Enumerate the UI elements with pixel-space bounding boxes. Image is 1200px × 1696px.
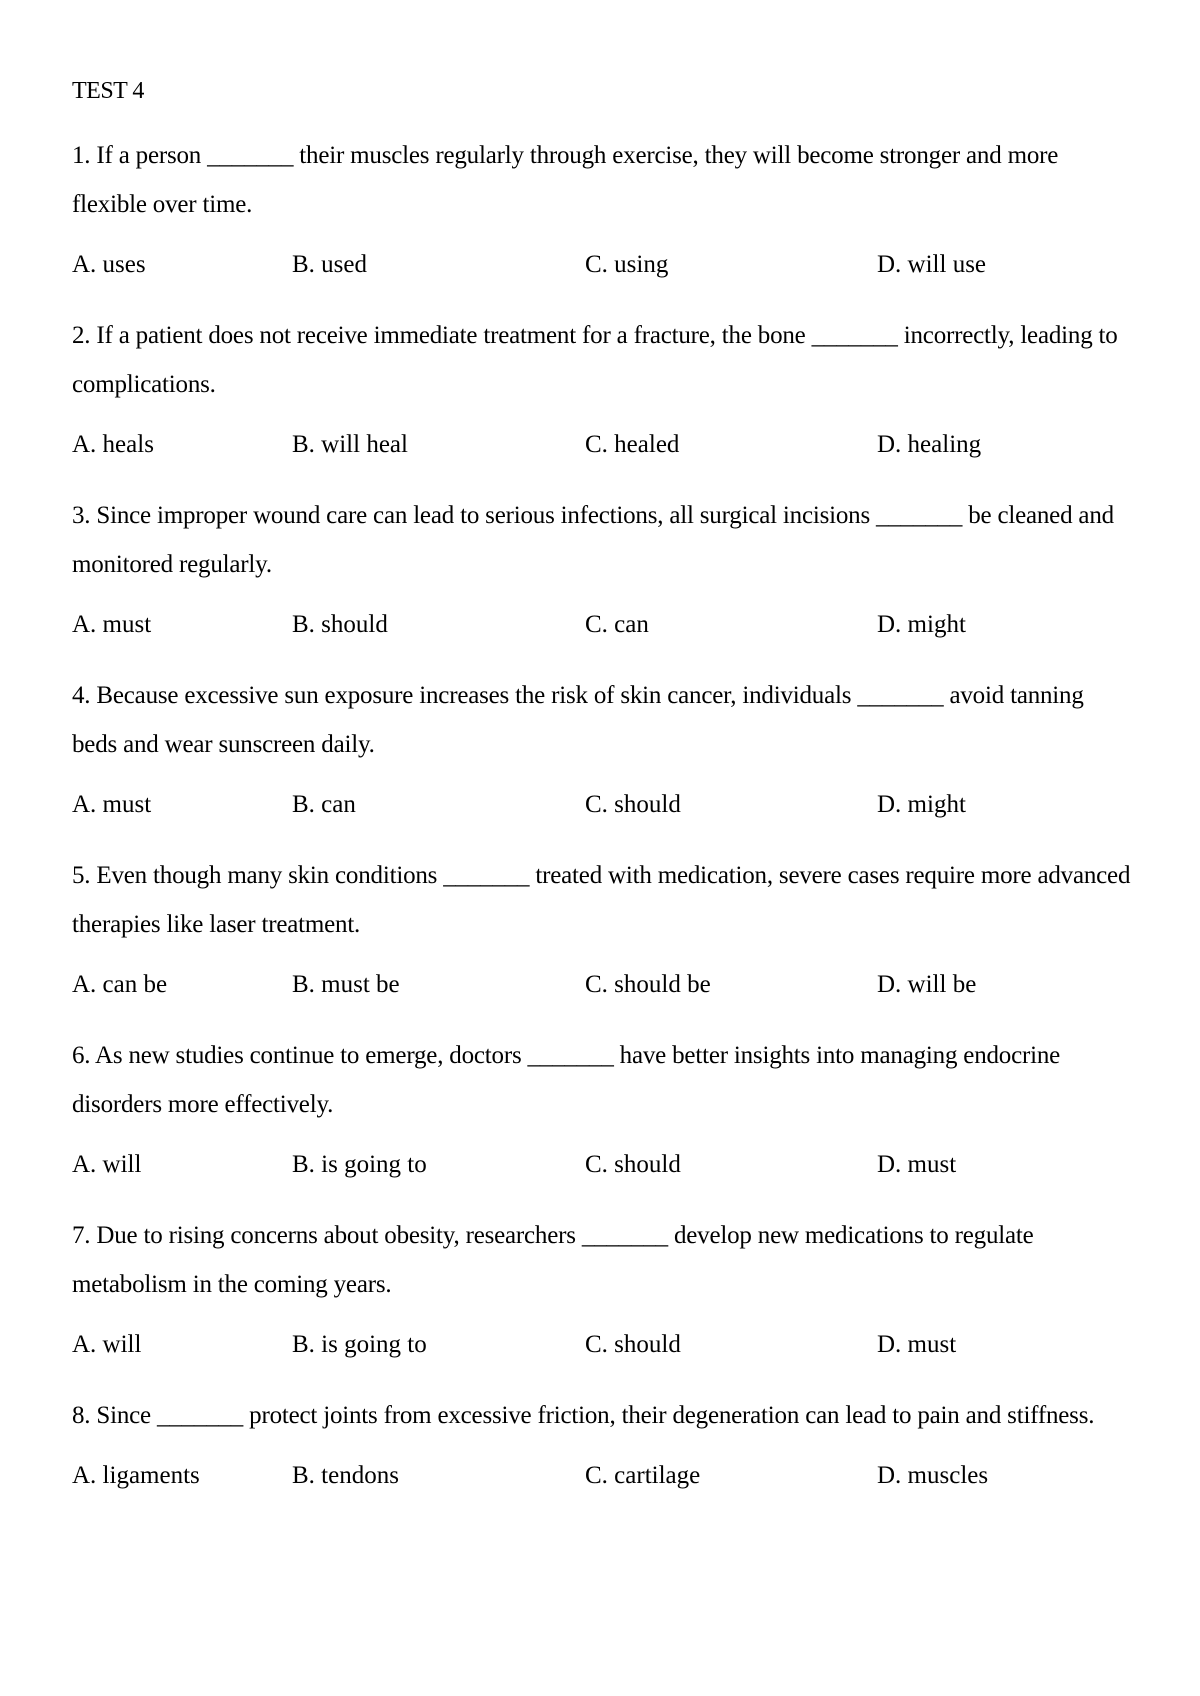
answer-options xyxy=(72,1145,1132,1185)
answer-options xyxy=(72,965,1132,1005)
option-c: C. can xyxy=(585,611,649,638)
option-b: B. tendons xyxy=(292,1462,399,1489)
option-a: A. must xyxy=(72,611,152,638)
option-b: B. can xyxy=(292,791,356,818)
test-title: TEST 4 xyxy=(72,78,144,104)
option-a: A. must xyxy=(72,791,152,818)
option-a: A. ligaments xyxy=(72,1462,200,1489)
answer-options xyxy=(72,1456,1132,1496)
option-d: D. must xyxy=(877,1331,957,1358)
option-a: A. heals xyxy=(72,431,154,458)
option-c: C. should xyxy=(585,1151,681,1178)
option-a: A. will xyxy=(72,1151,142,1178)
option-b: B. used xyxy=(292,251,367,278)
question-7 xyxy=(72,1211,1132,1365)
question-text: 6. As new studies continue to emerge, doctors _______ have better insights into managing endocrine disorders more effectively. xyxy=(72,1042,1061,1118)
answer-options xyxy=(72,605,1132,645)
question-4 xyxy=(72,671,1132,825)
option-c: C. should xyxy=(585,1331,681,1358)
option-d: D. might xyxy=(877,791,966,818)
question-text: 7. Due to rising concerns about obesity, researchers _______ develop new medications to regulate metabolism in the coming years. xyxy=(72,1222,1034,1298)
option-d: D. healing xyxy=(877,431,982,458)
option-c: C. using xyxy=(585,251,669,278)
option-d: D. must xyxy=(877,1151,957,1178)
option-c: C. should xyxy=(585,791,681,818)
question-8 xyxy=(72,1391,1132,1496)
question-text: 4. Because excessive sun exposure increases the risk of skin cancer, individuals _______ avoid tanning beds and wear sunscreen daily. xyxy=(72,682,1084,758)
option-c: C. healed xyxy=(585,431,680,458)
option-b: B. should xyxy=(292,611,388,638)
question-text: 1. If a person _______ their muscles regularly through exercise, they will become stronger and more flexible over time. xyxy=(72,142,1059,218)
answer-options xyxy=(72,785,1132,825)
option-c: C. should be xyxy=(585,971,711,998)
option-d: D. will be xyxy=(877,971,977,998)
option-b: B. must be xyxy=(292,971,400,998)
question-5 xyxy=(72,851,1132,1005)
option-d: D. might xyxy=(877,611,966,638)
option-b: B. is going to xyxy=(292,1331,427,1358)
answer-options xyxy=(72,425,1132,465)
question-text: 2. If a patient does not receive immediate treatment for a fracture, the bone _______ incorrectly, leading to complications. xyxy=(72,322,1118,398)
question-2 xyxy=(72,311,1132,465)
option-d: D. muscles xyxy=(877,1462,989,1489)
option-b: B. is going to xyxy=(292,1151,427,1178)
question-text: 5. Even though many skin conditions _______ treated with medication, severe cases require more advanced therapies like laser treatment. xyxy=(72,862,1131,938)
question-1 xyxy=(72,131,1132,285)
question-text: 3. Since improper wound care can lead to serious infections, all surgical incisions _______ be cleaned and monitored regularly. xyxy=(72,502,1114,578)
option-a: A. will xyxy=(72,1331,142,1358)
option-a: A. uses xyxy=(72,251,146,278)
option-a: A. can be xyxy=(72,971,168,998)
answer-options xyxy=(72,1325,1132,1365)
answer-options xyxy=(72,245,1132,285)
option-c: C. cartilage xyxy=(585,1462,701,1489)
question-text: 8. Since _______ protect joints from excessive friction, their degeneration can lead to pain and stiffness. xyxy=(72,1402,1095,1429)
option-b: B. will heal xyxy=(292,431,408,458)
question-3 xyxy=(72,491,1132,645)
option-d: D. will use xyxy=(877,251,987,278)
question-6 xyxy=(72,1031,1132,1185)
